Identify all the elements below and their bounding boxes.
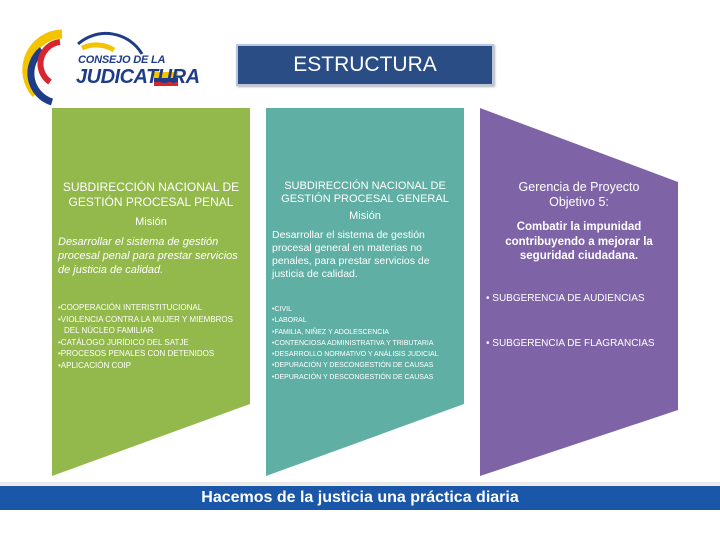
judicatura-logo	[22, 20, 200, 112]
panel-penal-mission-label: Misión	[135, 216, 167, 228]
footer-banner: Hacemos de la justicia una práctica diaria	[0, 486, 720, 510]
panel-gerencia-objective: Combatir la impunidad contribuyendo a mejorar la seguridad ciudadana.	[505, 221, 653, 262]
list-item: •VIOLENCIA CONTRA LA MUJER Y MIEMBROS DEL NÚCLEO FAMILIAR	[58, 314, 233, 335]
page-title: ESTRUCTURA	[236, 44, 494, 86]
list-item: •DEPURACIÓN Y DESCONGESTIÓN DE CAUSAS	[272, 362, 434, 370]
list-item: •CATÁLOGO JURÍDICO DEL SATJE	[58, 337, 189, 347]
logo-line2: JUDICATURA	[76, 66, 200, 88]
list-item: •COOPERACIÓN INTERISTITUCIONAL	[58, 303, 203, 312]
list-item: •CIVIL	[272, 306, 292, 313]
panel-gerencia	[480, 108, 678, 476]
list-item: •DESARROLLO NORMATIVO Y ANÁLISIS JUDICIAL	[272, 351, 439, 359]
panel-penal-list	[58, 302, 238, 371]
panel-penal-shape	[52, 108, 250, 476]
logo-line1: CONSEJO DE LA	[78, 54, 166, 66]
panel-general-heading: SUBDIRECCIÓN NACIONAL DE GESTIÓN PROCESAL GENERAL	[281, 180, 449, 205]
list-item: •PROCESOS PENALES CON DETENIDOS	[58, 349, 215, 358]
panel-general-list	[272, 304, 462, 383]
list-item: •APLICACIÓN COIP	[58, 360, 132, 370]
panel-general-shape	[266, 108, 464, 476]
list-item: •LABORAL	[272, 317, 307, 325]
list-item: •FAMILIA, NIÑEZ Y ADOLESCENCIA	[272, 328, 389, 336]
panel-gerencia-heading: Gerencia de Proyecto Objetivo 5:	[518, 180, 640, 209]
panel-penal	[52, 108, 250, 476]
panel-gerencia-shape	[480, 108, 678, 476]
panel-gerencia-item-flagrancias: • SUBGERENCIA DE FLAGRANCIAS	[486, 338, 655, 349]
panel-gerencia-item-audiencias: • SUBGERENCIA DE AUDIENCIAS	[486, 293, 645, 304]
list-item: •CONTENCIOSA ADMINISTRATIVA Y TRIBUTARIA	[272, 339, 434, 347]
panel-general-mission-label: Misión	[349, 210, 381, 222]
panel-penal-mission: Desarrollar el sistema de gestión procesal penal para prestar servicios de justicia de calidad.	[58, 236, 238, 276]
panel-general	[266, 108, 464, 476]
panel-general-mission: Desarrollar el sistema de gestión procesal general en materias no penales, para prestar servicios de justicia de calidad.	[272, 229, 430, 280]
list-item: •DEPURACIÓN Y DESCONGESTIÓN DE CAUSAS	[272, 373, 434, 381]
panel-penal-heading: SUBDIRECCIÓN NACIONAL DE GESTIÓN PROCESAL PENAL	[62, 180, 240, 209]
